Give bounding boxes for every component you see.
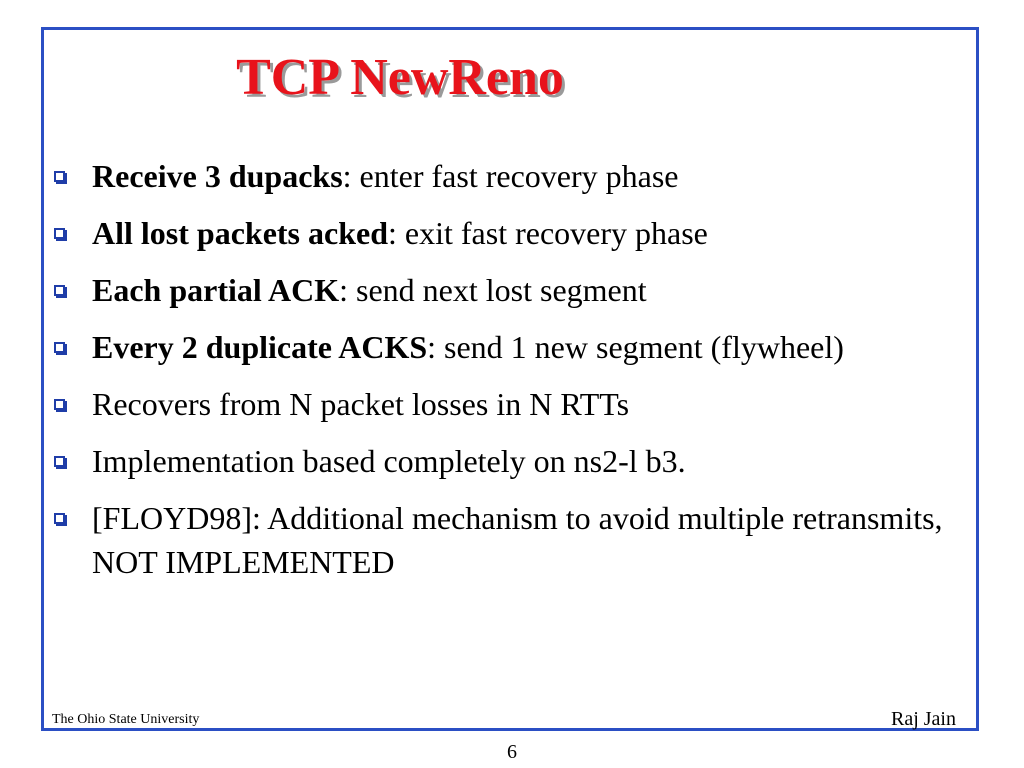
square-bullet-icon — [54, 513, 65, 524]
square-bullet-icon — [54, 228, 65, 239]
bullet-bold-text: Each partial ACK — [92, 272, 340, 308]
slide-title: TCP NewReno — [236, 49, 564, 106]
page-number: 6 — [507, 741, 517, 763]
square-bullet-icon — [54, 171, 65, 182]
bullet-item — [54, 325, 964, 369]
bullet-bold-text: Receive 3 dupacks — [92, 158, 343, 194]
bullet-text: : send next lost segment — [339, 272, 647, 308]
bullet-bold-text: Every 2 duplicate ACKS — [92, 329, 428, 365]
bullet-item — [54, 211, 964, 255]
bullet-item — [54, 154, 964, 198]
bullet-text: Implementation based completely on ns2-l b3. — [92, 443, 686, 479]
footer-institution: The Ohio State University — [52, 712, 200, 727]
square-bullet-icon — [54, 342, 65, 353]
bullet-item — [54, 439, 964, 483]
bullet-text: : exit fast recovery phase — [388, 215, 708, 251]
bullet-item — [54, 496, 964, 584]
bullet-text: Recovers from N packet losses in N RTTs — [92, 386, 630, 422]
bullet-list — [54, 154, 964, 597]
square-bullet-icon — [54, 285, 65, 296]
bullet-item — [54, 382, 964, 426]
bullet-bold-text: All lost packets acked — [92, 215, 388, 251]
square-bullet-icon — [54, 399, 65, 410]
bullet-item — [54, 268, 964, 312]
bullet-text: [FLOYD98]: Additional mechanism to avoid multiple retransmits, NOT IMPLEMENTED — [92, 500, 943, 580]
square-bullet-icon — [54, 456, 65, 467]
bullet-text: : enter fast recovery phase — [342, 158, 679, 194]
bullet-text: : send 1 new segment (flywheel) — [427, 329, 844, 365]
footer-author: Raj Jain — [891, 708, 956, 730]
